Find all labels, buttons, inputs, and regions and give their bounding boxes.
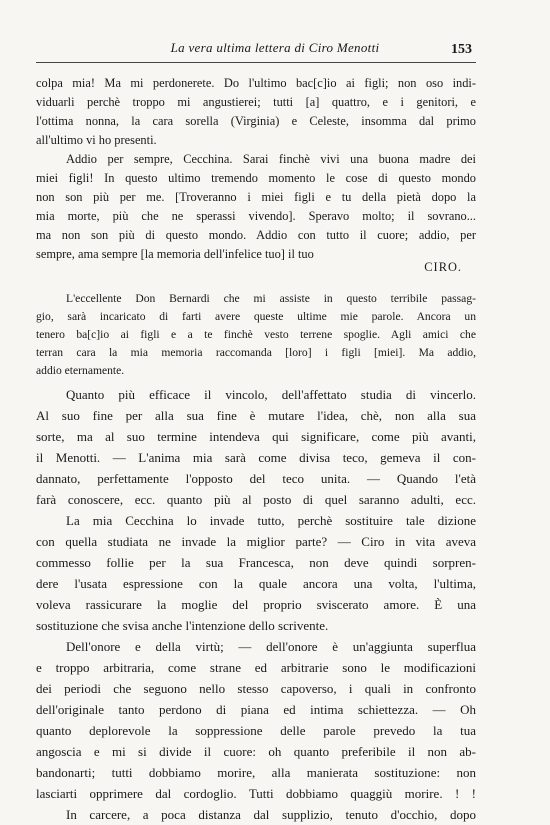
text-line: mia morte, più che ne sperassi vivendo]. Speravo molto; il sovrano... bbox=[36, 209, 476, 223]
text-line: farà conoscere, ecc. quanto più al posto di quel saranno adulti, ecc. bbox=[36, 492, 476, 507]
text-line: angoscia e mi si divide il cuore: oh quanto preferibile il non ab- bbox=[36, 744, 476, 759]
text-line: dere l'usata espressione con la quale ancora una volta, l'ultima, bbox=[36, 576, 476, 591]
text-line: sempre, ama sempre [la memoria dell'infelice tuo] il tuo bbox=[36, 247, 314, 261]
text-line: con quella studiata ne invade la miglior parte? — Ciro in vita aveva bbox=[36, 534, 476, 549]
text-line: sorte, ma al suo termine intendeva qui significare, come più avanti, bbox=[36, 429, 476, 444]
text-line: L'eccellente Don Bernardi che mi assiste in questo terribile passag- bbox=[66, 292, 476, 305]
text-line: quanto deplorevole la soppressione delle parole prevedo la tua bbox=[36, 723, 476, 738]
text-line: gio, sarà incaricato di farti avere queste ultime mie parole. Ancora un bbox=[36, 310, 476, 323]
text-line: sostituzione che svisa anche l'intenzione dello scrivente. bbox=[36, 618, 329, 633]
running-title: La vera ultima lettera di Ciro Menotti bbox=[170, 40, 380, 55]
text-line: addio eternamente. bbox=[36, 364, 125, 377]
page-number: 153 bbox=[451, 42, 472, 57]
text-line: tenero ba[c]io ai figli e a te finchè vesto terrene spoglie. Agli amici che bbox=[36, 328, 476, 341]
text-line: miei figli! In questo ultimo tremendo momento le cose di questo mondo bbox=[36, 171, 476, 185]
text-line: all'ultimo vi ho presenti. bbox=[36, 133, 157, 147]
text-line: lasciarti opprimere dal cordoglio. Tutti dobbiamo quaggiù morire. ! ! bbox=[36, 786, 476, 801]
text-line: dei periodi che seguono nello stesso capoverso, i quali in confronto bbox=[36, 681, 476, 696]
signature-block bbox=[36, 258, 476, 277]
text-line: Quanto più efficace il vincolo, dell'affettato studia di vincerlo. bbox=[66, 387, 476, 402]
text-line: non son più per me. [Troveranno i miei figli e tu della pietà dopo la bbox=[36, 190, 476, 204]
text-line: dannato, perfettamente l'opposto del teco unita. — Quando l'età bbox=[36, 471, 476, 486]
postscript-text bbox=[36, 290, 476, 380]
signature: CIRO. bbox=[424, 260, 462, 274]
text-line: In carcere, a poca distanza dal supplizio, tenuto d'occhio, dopo bbox=[66, 807, 476, 822]
text-line: dell'originale tanto perdono di piana ed intima schiettezza. — Oh bbox=[36, 702, 476, 717]
letter-text bbox=[36, 74, 476, 264]
commentary-text bbox=[36, 384, 476, 825]
text-line: ma non son più di questo mondo. Addio con tutto il cuore; addio, per bbox=[36, 228, 476, 242]
text-line: il Menotti. — L'anima mia sarà come divisa teco, gemeva il con- bbox=[36, 450, 476, 465]
text-line: bandonarti; tutti dobbiamo morire, alla manierata sostituzione: non bbox=[36, 765, 476, 780]
text-line: e troppo arbitraria, come strane ed arbitrarie sono le modificazioni bbox=[36, 660, 476, 675]
text-line: viduarli perchè troppo mi angustierei; tutti [a] quattro, e i genitori, e bbox=[36, 95, 476, 109]
text-line: La mia Cecchina lo invade tutto, perchè sostituire tale dizione bbox=[66, 513, 476, 528]
text-line: terran cara la mia memoria raccomanda [loro] i figli [miei]. Ma addio, bbox=[36, 346, 476, 359]
text-line: l'ottima nonna, la cara sorella (Virginia) e Celeste, insomma dal primo bbox=[36, 114, 476, 128]
text-line: colpa mia! Ma mi perdonerete. Do l'ultimo bac[c]io ai figli; non oso indi- bbox=[36, 76, 476, 90]
text-line: commesso follie per la sua Francesca, non deve quindi sorpren- bbox=[36, 555, 476, 570]
text-line: voleva rassicurare la moglie del proprio sviscerato amore. È una bbox=[36, 597, 476, 612]
header-rule bbox=[36, 62, 476, 63]
text-line: Addio per sempre, Cecchina. Sarai finchè vivi una buona madre dei bbox=[66, 152, 476, 166]
text-line: Al suo fine per alla sua fine è mutare l'idea, chè, non alla sua bbox=[36, 408, 476, 423]
text-line: Dell'onore e della virtù; — dell'onore è un'aggiunta superflua bbox=[66, 639, 476, 654]
